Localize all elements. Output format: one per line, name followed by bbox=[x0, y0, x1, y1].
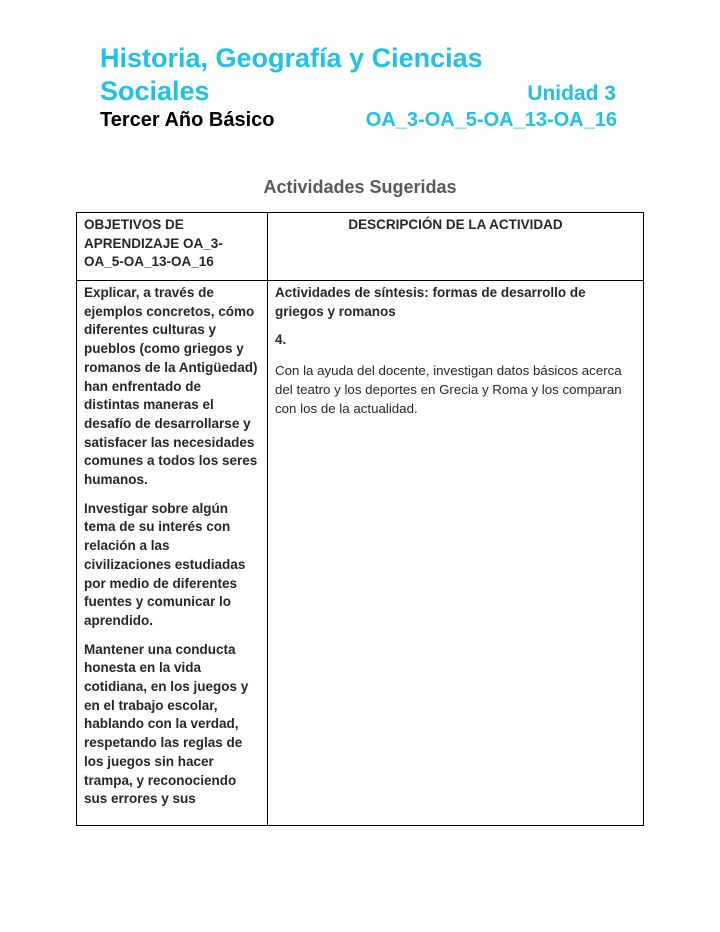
table-header-row bbox=[77, 213, 644, 281]
activity-number: 4. bbox=[275, 332, 287, 348]
objectives-header: OBJETIVOS DE APRENDIZAJE OA_3-OA_5-OA_13-OA_16 bbox=[77, 213, 268, 281]
activity-title: Actividades de síntesis: formas de desarrollo de griegos y romanos bbox=[275, 285, 586, 319]
activity-text: Con la ayuda del docente, investigan datos básicos acerca del teatro y los deportes en Grecia y Roma y los comparan con los de la actualidad. bbox=[275, 363, 622, 416]
section-heading: Actividades Sugeridas bbox=[263, 177, 457, 197]
objectives-cell bbox=[77, 281, 268, 826]
objective-paragraph: Mantener una conducta honesta en la vida cotidiana, en los juegos y en el trabajo escolar, hablando con la verdad, respetando las reglas de los juegos sin hacer trampa, y reconociendo sus errores y sus bbox=[84, 641, 249, 807]
table-row bbox=[77, 281, 644, 826]
document-title-continued: Sociales bbox=[100, 76, 210, 106]
objective-paragraph: Investigar sobre algún tema de su interés con relación a las civilizaciones estudiadas por medio de diferentes fuentes y comunicar lo aprendido. bbox=[84, 500, 246, 628]
document-title: Historia, Geografía y Ciencias bbox=[100, 43, 483, 73]
objective-codes: OA_3-OA_5-OA_13-OA_16 bbox=[365, 109, 617, 131]
activity-description-header: DESCRIPCIÓN DE LA ACTIVIDAD bbox=[268, 213, 644, 281]
objective-paragraph: Explicar, a través de ejemplos concretos, cómo diferentes culturas y pueblos (como griegos y romanos de la Antigüedad) han enfrentado de distintas maneras el desafío de desarrollarse y satisfacer las necesidades comunes a todos los seres humanos. bbox=[84, 285, 258, 488]
grade-label: Tercer Año Básico bbox=[100, 109, 275, 131]
unit-label: Unidad 3 bbox=[527, 82, 616, 105]
activity-cell bbox=[268, 281, 644, 826]
activities-table bbox=[76, 212, 644, 826]
